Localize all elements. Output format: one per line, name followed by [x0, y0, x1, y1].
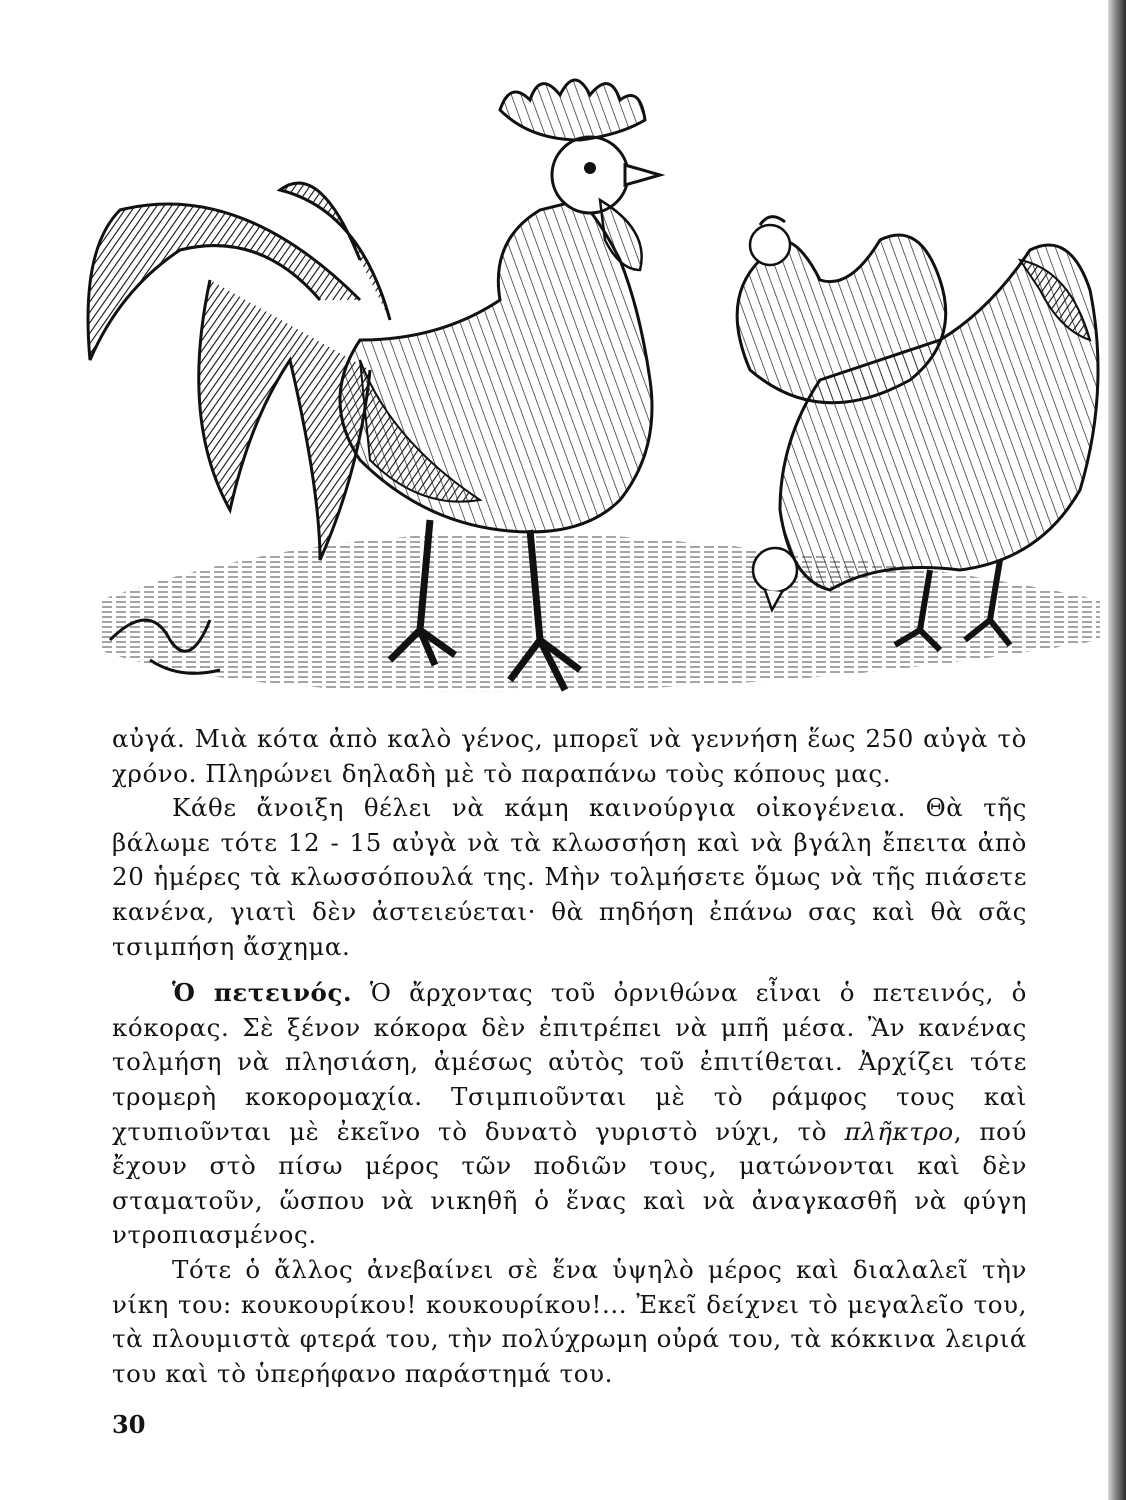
paragraph-victory: Τότε ὁ ἄλλος ἀνεβαίνει σὲ ἕνα ὑψηλὸ μέρος καὶ διαλαλεῖ τὴν νίκη του: κουκουρίκου! κουκουρίκου!... Ἐκεῖ δείχνει τὸ μεγαλεῖο του, τὰ πλουμιστὰ φτερά του, τὴν πολύχρωμη οὐρά του, τὰ κόκκινα λειριά του καὶ τὸ ὑπερήφανο παράστημά του.	[112, 1254, 1027, 1388]
paragraph-rooster-text-a: Ὁ ἄρχοντας τοῦ ὀρνιθώνα εἶναι ὁ πετεινός, ὁ κόκορας. Σὲ ξένον κόκορα δὲν ἐπιτρέπει νὰ μπῆ μέσα. Ἂν κανένας τολμήση νὰ πλησιάση, ἀμέσως αὐτὸς τοῦ ἐπιτίθεται. Ἀρχίζει τότε τρομερὴ κοκορομαχία. Τσιμπιοῦνται μὲ τὸ ράμφος τους καὶ χτυπιοῦνται μὲ ἐκεῖνο τὸ δυνατὸ γυριστὸ νύχι, τὸ	[112, 978, 1028, 1146]
term-spur: πλῆκτρο	[844, 1116, 954, 1146]
paragraph-spring-brood: Κάθε ἄνοιξη θέλει νὰ κάμη καινούργια οἰκογένεια. Θὰ τῆς βάλωμε τότε 12 - 15 αὐγὰ νὰ τὰ κλωσσήση καὶ νὰ βγάλη ἔπειτα ἀπὸ 20 ἡμέρες τὰ κλωσσόπουλά της. Μὴν τολμήσετε ὅμως νὰ τῆς πιάσετε κανένα, γιατὶ δὲν ἀστειεύεται· θὰ πηδήση ἐπάνω σας καὶ θὰ σᾶς τσιμπήση ἄσχημα.	[112, 793, 1027, 961]
section-heading-rooster: Ὁ πετεινός.	[172, 978, 353, 1008]
paragraph-eggs: αὐγά. Μιὰ κότα ἀπὸ καλὸ γένος, μπορεῖ νὰ γεννήση ἕως 250 αὐγὰ τὸ χρόνο. Πληρώνει δηλαδὴ μὲ τὸ παραπάνω τοὺς κόπους μας.	[112, 724, 1027, 788]
paragraph-rooster-text-b: , πού ἔχουν στὸ πίσω μέρος τῶν ποδιῶν τους, ματώνονται καὶ δὲν σταματοῦν, ὥσπου νὰ νικηθῆ ὁ ἕνας καὶ νὰ ἀναγκασθῆ νὰ φύγη ντροπιασμένος.	[112, 1116, 1027, 1250]
body-text	[112, 722, 1027, 1391]
book-spine-shadow	[1108, 0, 1126, 1500]
rooster-and-hens-illustration	[60, 40, 1110, 720]
page-number: 30	[112, 1410, 146, 1439]
paragraph-rooster	[112, 976, 1027, 1253]
